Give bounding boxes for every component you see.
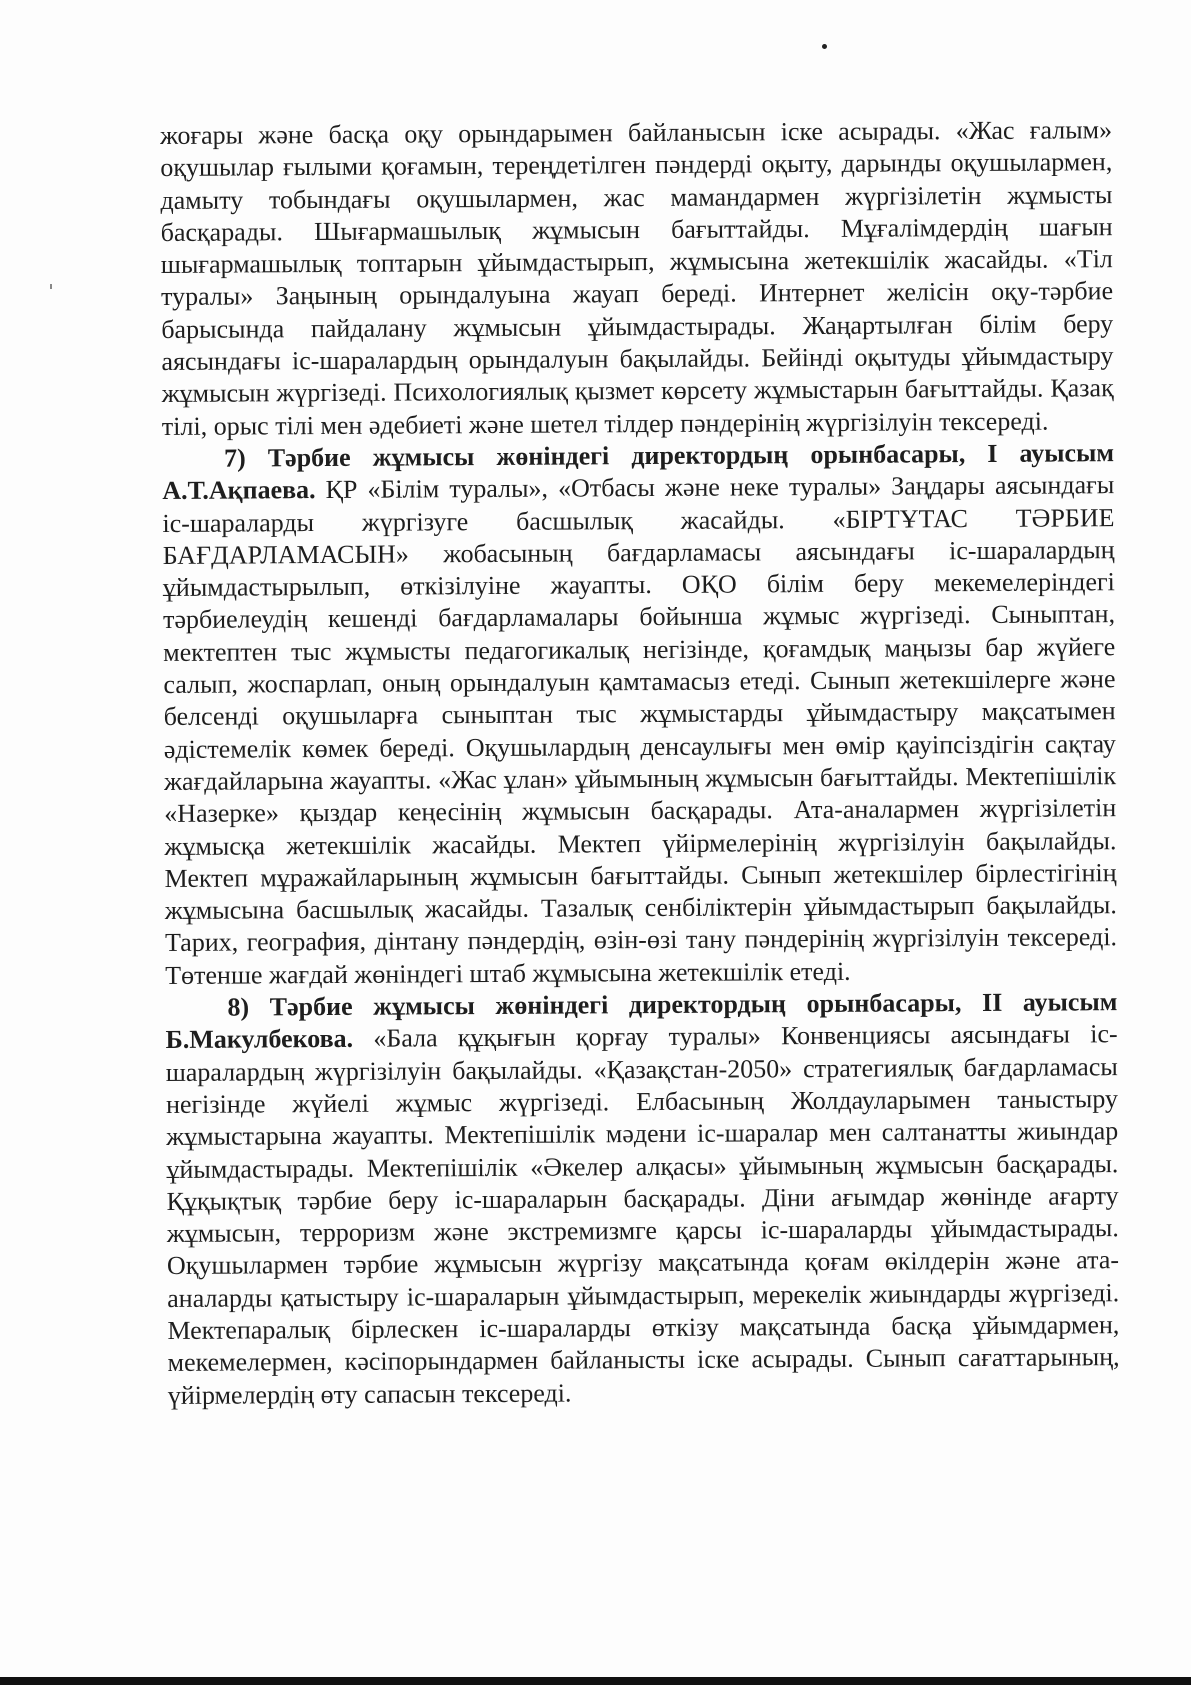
scan-speck <box>822 44 827 49</box>
paragraph-text-7: ҚР «Білім туралы», «Отбасы және неке туралы» Заңдары аясындағы іс-шараларды жүргізуге басшылық жасайды. «БІРТҰТАС ТӘРБИЕ БАҒДАРЛАМАСЫН» жобасының бағдарламасы аясындағы іс-шаралардың ұйымдастырылып, өткізілуіне жауапты. ОҚО білім беру мекемелеріндегі тәрбиелеудің кешенді бағдарламалары бойынша жұмыс жүргізеді. Сыныптан, мектептен тыс жұмысты педагогикалық негізінде, қоғамдық маңызы бар жүйеге салып, жоспарлап, оның орындалуын қамтамасыз етеді. Сынып жетекшілерге және белсенді оқушыларға сыныптан тыс жұмыстарды ұйымдастыру мақсатымен әдістемелік көмек береді. Оқушылардың денсаулығы мен өмір қауіпсіздігін сақтау жағдайларына жауапты. «Жас ұлан» ұйымының жұмысын бағыттайды. Мектепішілік «Назерке» қыздар кеңесінің жұмысын басқарады. Ата-аналармен жүргізілетін жұмысқа жетекшілік жасайды. Мектеп үйірмелерінің жүргізілуін бақылайды. Мектеп мұражайларының жұмысын бағыттайды. Сынып жетекшілер бірлестігінің жұмысына басшылық жасайды. Тазалық сенбіліктерін ұйымдастырып бақылайды. Тарих, география, дінтану пәндердің, өзін-өзі тану пәндерінің жүргізілуін тексереді. Төтенше жағдай жөніндегі штаб жұмысына жетекшілік етеді. <box>162 470 1118 990</box>
document-body <box>160 114 1120 1412</box>
paragraph-text-8: «Бала құқығын қорғау туралы» Конвенциясы аясындағы іс-шаралардың жүргізілуін бақылайды. «Қазақстан-2050» стратегиялық бағдарламасы негізінде жүйелі жұмыс жүргізеді. Елбасының Жолдауларымен таныстыру жұмыстарына жауапты. Мектепішілік мәдени іс-шаралар мен салтанатты жиындар ұйымдастырады. Мектепішілік «Әкелер алқасы» ұйымының жұмысын басқарады. Құқықтық тәрбие беру іс-шараларын басқарады. Діни ағымдар жөнінде ағарту жұмысын, терроризм және экстремизмге қарсы іс-шараларды ұйымдастырады. Оқушылармен тәрбие жұмысын жүргізу мақсатында қоғам өкілдерін және ата-аналарды қатыстыру іс-шараларын ұйымдастырып, мерекелік жиындарды жүргізеді. Мектепаралық бірлескен іс-шараларды өткізу мақсатында басқа ұйымдармен, мекемелермен, кәсіпорындармен байланысты іске асырады. Сынып сағаттарының, үйірмелердің өту сапасын тексереді. <box>165 1019 1120 1410</box>
paragraph-lead-8: 8) Тәрбие жұмысы жөніндегі директордың орынбасары, ІІ ауысым Б.Макулбекова. <box>165 987 1118 1055</box>
paragraph-text: жоғары және басқа оқу орындарымен байланысын іске асырады. «Жас ғалым» оқушылар ғылыми қоғамын, тереңдетілген пәндерді оқыту, дарынды оқушылармен, дамыту тобындағы оқушылармен, жас мамандармен жүргізілетін жұмысты басқарады. Шығармашылық жұмысын бағыттайды. Мұғалімдердің шағын шығармашылық топтарын ұйымдастырып, жұмысына жетекшілік жасайды. «Тіл туралы» Заңының орындалуына жауап береді. Интернет желісін оқу-тәрбие барысында пайдалану жұмысын ұйымдастырады. Жаңартылған білім беру аясындағы іс-шаралардың орындалуын бақылайды. Бейінді оқытуды ұйымдастыру жұмысын жүргізеді. Психологиялық қызмет көрсету жұмыстарын бағыттайды. Қазақ тілі, орыс тілі мен әдебиеті және шетел тілдер пәндерінің жүргізілуін тексереді. <box>160 115 1114 441</box>
margin-mark <box>50 284 52 289</box>
paragraph-continuation <box>160 114 1114 443</box>
paragraph-lead-7: 7) Тәрбие жұмысы жөніндегі директордың орынбасары, І ауысым А.Т.Ақпаева. <box>162 438 1115 506</box>
scan-bottom-edge <box>0 1677 1191 1685</box>
paragraph-item-8 <box>165 986 1120 1412</box>
paragraph-item-7 <box>162 437 1117 992</box>
